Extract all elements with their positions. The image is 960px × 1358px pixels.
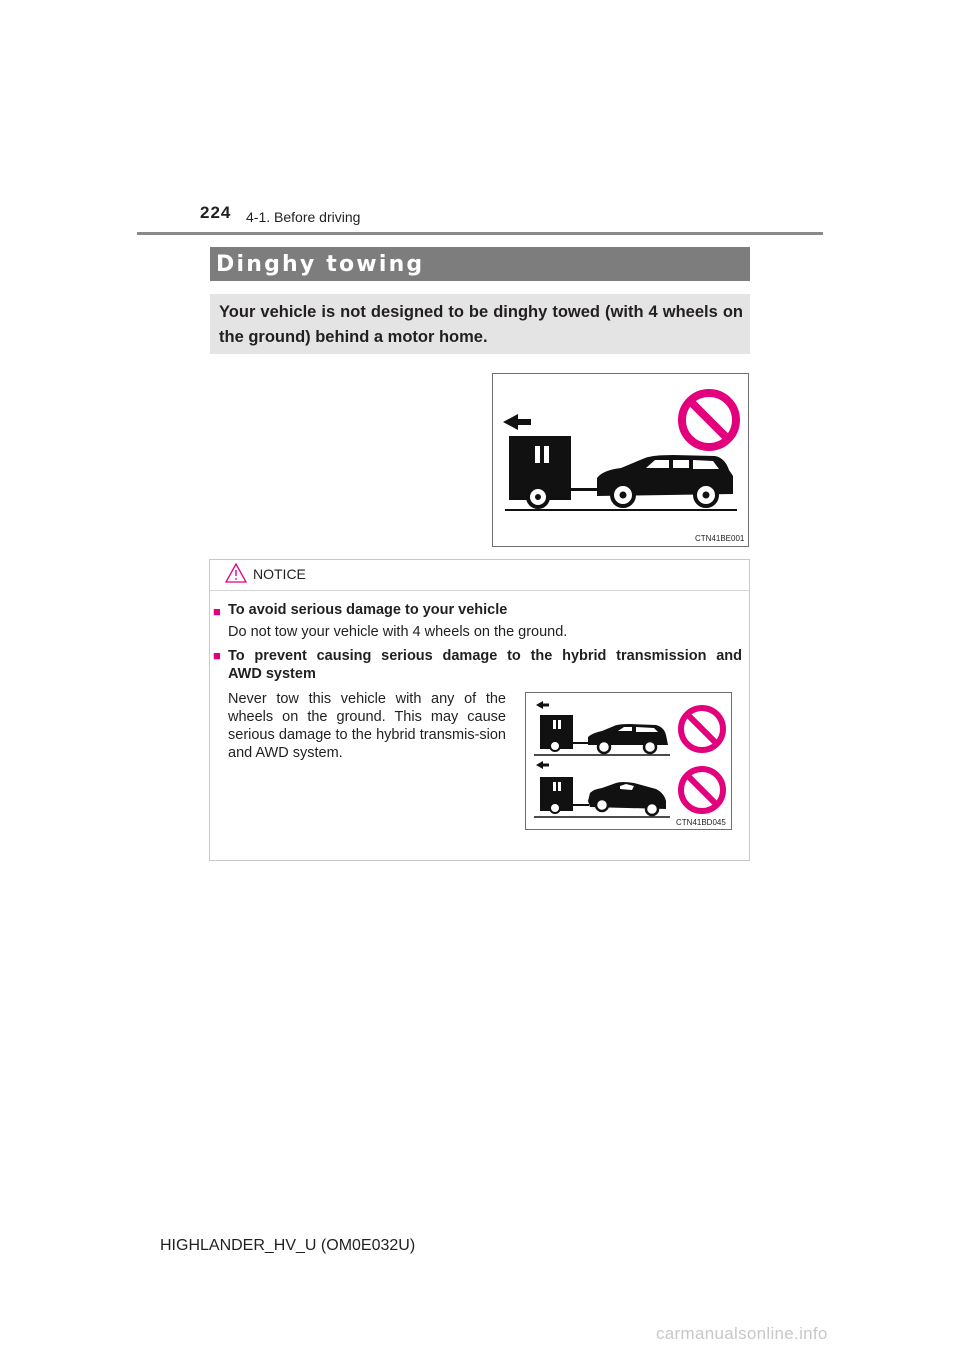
section-title: Dinghy towing — [216, 252, 425, 277]
direction-arrow-icon — [536, 761, 549, 769]
towing-illustration — [493, 374, 748, 546]
figure-no-towing — [525, 692, 732, 830]
tow-bar — [571, 488, 601, 491]
watermark: carmanualsonline.info — [656, 1324, 828, 1343]
notice-text-2: Never tow this vehicle with any of the wheels on the ground. This may cause serious damage to the hybrid transmis-sion and AWD system. — [228, 691, 506, 761]
notice-heading-1: To avoid serious damage to your vehicle — [228, 602, 508, 618]
header-rule — [137, 232, 823, 235]
notice-text-1: Do not tow your vehicle with 4 wheels on the ground. — [228, 624, 568, 640]
notice-heading-2-cont: AWD system — [228, 666, 316, 682]
notice-label: NOTICE — [253, 566, 306, 582]
section-path: 4-1. Before driving — [246, 209, 361, 225]
prohibition-icon — [681, 769, 723, 811]
bullet-square-icon: ■ — [213, 648, 221, 663]
bullet-square-icon: ■ — [213, 604, 221, 619]
notice-divider — [210, 590, 749, 591]
direction-arrow-icon — [503, 414, 531, 430]
direction-arrow-icon — [536, 701, 549, 709]
no-towing-illustration — [526, 693, 731, 829]
warning-triangle-icon — [225, 563, 247, 583]
footer-model-code: HIGHLANDER_HV_U (OM0E032U) — [160, 1237, 416, 1254]
page-number: 224 — [200, 203, 232, 222]
intro-text: Your vehicle is not designed to be dinghy towed (with 4 wheels on the ground) behind a motor home. — [219, 303, 743, 346]
prohibition-icon — [681, 708, 723, 750]
figure-code: CTN41BE001 — [695, 534, 745, 543]
figure-code: CTN41BD045 — [676, 818, 726, 827]
notice-heading-2: To prevent causing serious damage to the hybrid transmission and — [228, 648, 742, 664]
prohibition-icon — [682, 393, 736, 447]
figure-dinghy-towing — [492, 373, 749, 547]
